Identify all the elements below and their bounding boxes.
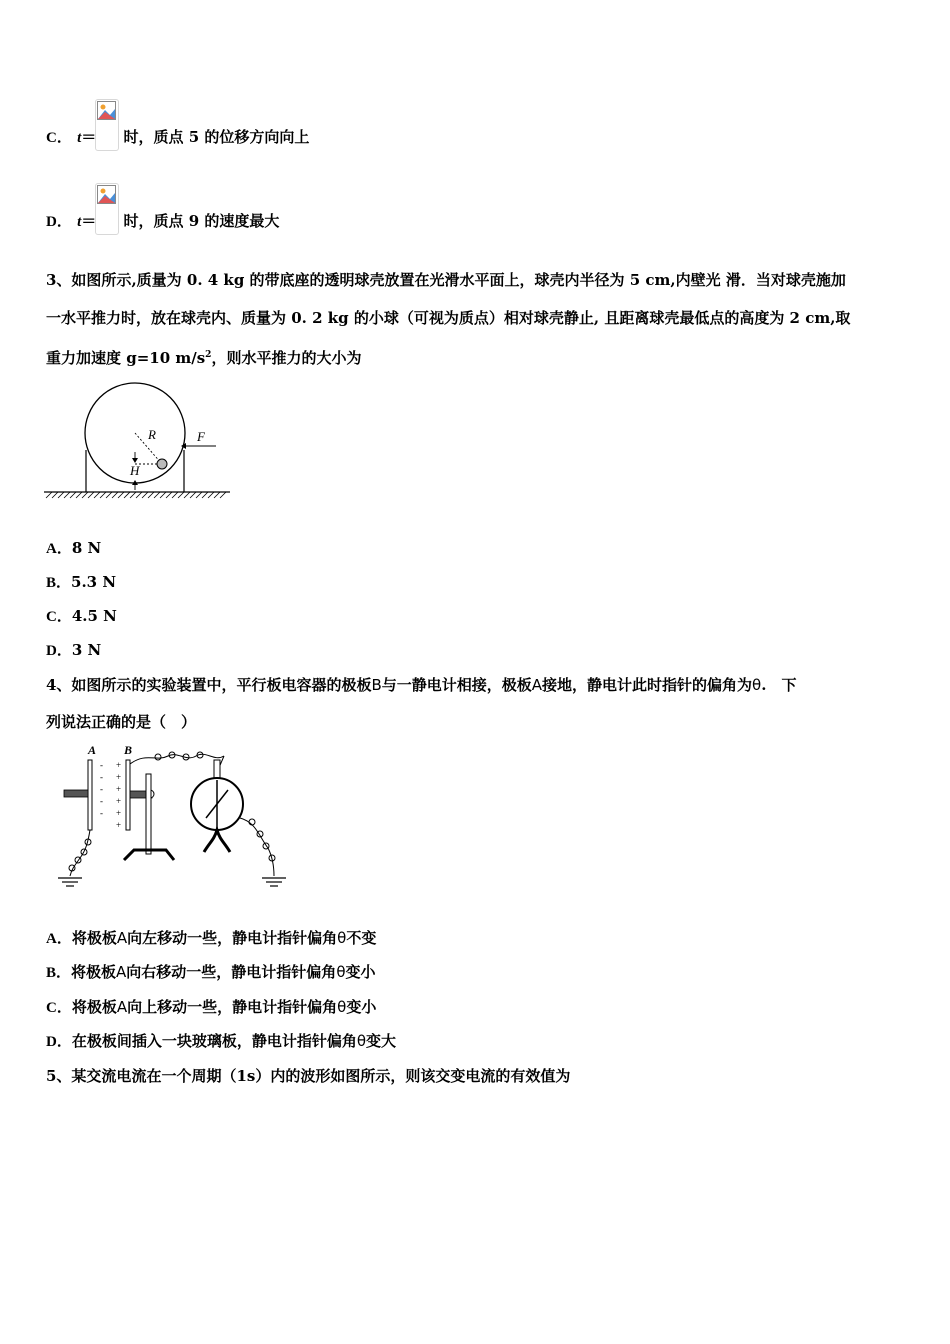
q4-text-line-1: 4、如图所示的实验装置中，平行板电容器的极板B与一静电计相接，极板A接地，静电计此时指针的偏角为θ. 下 — [46, 676, 797, 694]
svg-text:+: + — [116, 808, 122, 818]
label-r: R — [148, 427, 156, 442]
svg-text:+: + — [116, 760, 122, 770]
q4-option-d: D．在极板间插入一块玻璃板，静电计指针偏角θ变大 — [46, 1032, 397, 1050]
label-h: H — [130, 463, 140, 478]
image-placeholder-icon — [97, 185, 116, 204]
svg-text:+: + — [116, 772, 122, 782]
svg-text:+: + — [116, 796, 122, 806]
q3-text-line-2: 一水平推力时，放在球壳内、质量为 0. 2 kg 的小球（可视为质点）相对球壳静止, 且距离球壳最低点的高度为 2 cm,取 — [46, 309, 851, 327]
label-f: F — [197, 429, 205, 444]
svg-text:-: - — [100, 796, 103, 806]
q3-option-b: B．5.3 N — [46, 573, 117, 591]
svg-text:-: - — [100, 760, 103, 770]
q3-text-line-1: 3、如图所示,质量为 0. 4 kg 的带底座的透明球壳放置在光滑水平面上，球壳内半径为 5 cm,内壁光 滑．当对球壳施加 — [46, 271, 846, 289]
image-placeholder-icon — [97, 101, 116, 120]
label-plate-b: B — [124, 743, 133, 757]
q4-option-c: C．将极板A向上移动一些，静电计指针偏角θ变小 — [46, 998, 377, 1016]
q3-sphere-figure — [44, 380, 234, 504]
q5-text-line-1: 5、某交流电流在一个周期（1s）内的波形如图所示，则该交变电流的有效值为 — [46, 1067, 571, 1085]
q3-option-c: C．4.5 N — [46, 607, 117, 625]
q4-option-b: B．将极板A向右移动一些，静电计指针偏角θ变小 — [46, 963, 376, 981]
svg-text:-: - — [100, 808, 103, 818]
svg-text:+: + — [116, 820, 122, 830]
svg-text:+: + — [116, 784, 122, 794]
q4-capacitor-figure — [46, 742, 296, 894]
q3-option-d: D．3 N — [46, 641, 102, 659]
q2-option-c: C． t＝ 时，质点 5 的位移方向向上 — [46, 128, 310, 146]
label-plate-a: A — [88, 743, 97, 757]
svg-text:-: - — [100, 784, 103, 794]
q3-text-line-3: 重力加速度 g=10 $m/s^2$，则水平推力的大小为 — [46, 349, 362, 367]
q2-option-d: D． t＝ 时，质点 9 的速度最大 — [46, 212, 280, 230]
svg-text:-: - — [100, 772, 103, 782]
q3-option-a: A．8 N — [46, 539, 102, 557]
q4-text-line-2: 列说法正确的是（ ） — [46, 713, 197, 731]
q4-option-a: A．将极板A向左移动一些，静电计指针偏角θ不变 — [46, 929, 377, 947]
